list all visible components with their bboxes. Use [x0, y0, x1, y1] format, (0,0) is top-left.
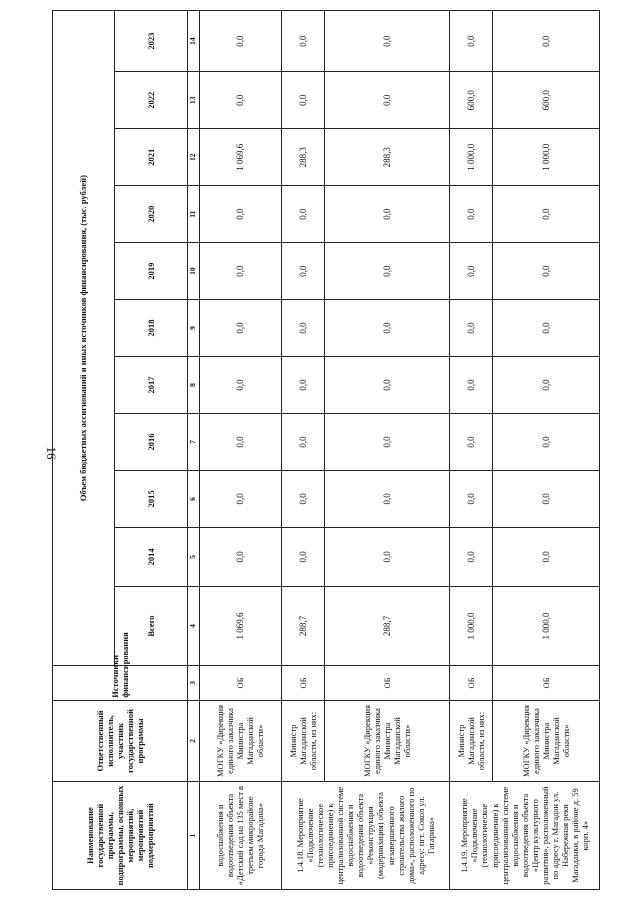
value-cell: 0,0	[199, 527, 281, 586]
index-cell: 1	[188, 782, 199, 890]
header-year: 2016	[114, 413, 188, 470]
funding-source: ОБ	[493, 666, 600, 701]
value-cell: 0,0	[281, 413, 324, 470]
index-cell: 2	[188, 700, 199, 781]
value-cell: 0,0	[493, 357, 600, 414]
executor: Министр Магаданской области, из них:	[281, 700, 324, 781]
index-cell: 13	[188, 72, 199, 129]
header-year: 2014	[114, 527, 188, 586]
funding-source: ОБ	[450, 666, 493, 701]
value-cell: 0,0	[450, 470, 493, 527]
value-cell: 288,3	[281, 129, 324, 186]
value-cell: 0,0	[324, 527, 449, 586]
index-cell: 14	[188, 11, 199, 72]
header-year: 2015	[114, 470, 188, 527]
header-total: Всего	[114, 586, 188, 665]
value-cell: 0,0	[450, 300, 493, 357]
table-row	[199, 11, 281, 890]
value-cell: 0,0	[324, 186, 449, 243]
activity-name: 1.4.18. Мероприятие «Подключение (технологическое присоединение) к централизованной системе водоснабжения и водоотведения объекта «Реконструкция (модернизация) объекта незавершенного строительства жилого дома», расположенного по адресу: пгт. Сокол ул. Гагарина»	[281, 782, 449, 890]
table-row	[493, 11, 600, 890]
value-cell: 0,0	[450, 186, 493, 243]
value-total: 288,7	[281, 586, 324, 665]
header-volume: Объем бюджетных ассигнований и иных источников финансирования, (тыс. рублей)	[53, 11, 115, 666]
index-row	[188, 11, 199, 890]
value-cell: 0,0	[324, 11, 449, 72]
header-year: 2021	[114, 129, 188, 186]
table-row	[450, 11, 493, 890]
executor: МОГКУ «Дирекция единого заказчика Министра Магаданской области»	[199, 700, 281, 781]
value-total: 1 000,0	[450, 586, 493, 665]
value-cell: 0,0	[493, 11, 600, 72]
index-cell: 4	[188, 586, 199, 665]
executor: МОГКУ «Дирекция единого заказчика Министра Магаданской области»	[493, 700, 600, 781]
value-cell: 0,0	[493, 413, 600, 470]
header-year: 2018	[114, 300, 188, 357]
table-row	[324, 11, 449, 890]
index-cell: 10	[188, 243, 199, 300]
value-cell: 0,0	[199, 470, 281, 527]
value-cell: 0,0	[450, 357, 493, 414]
funding-source: ОБ	[324, 666, 449, 701]
value-cell: 0,0	[281, 243, 324, 300]
header-year: 2017	[114, 357, 188, 414]
header-year: 2023	[114, 11, 188, 72]
header-name: Наименование государственной программы, подпрограммы, основных мероприятий, мероприятий подмероприятий	[53, 782, 188, 890]
header-row-1	[53, 11, 115, 890]
value-cell: 600,0	[450, 72, 493, 129]
header-year: 2022	[114, 72, 188, 129]
index-cell: 7	[188, 413, 199, 470]
value-cell: 0,0	[450, 243, 493, 300]
value-cell: 1 069,6	[199, 129, 281, 186]
header-year: 2020	[114, 186, 188, 243]
value-cell: 1 000,0	[450, 129, 493, 186]
page-number: 16	[44, 446, 59, 460]
value-cell: 0,0	[281, 72, 324, 129]
value-cell: 0,0	[493, 470, 600, 527]
table-row	[281, 11, 324, 890]
funding-source: ОБ	[199, 666, 281, 701]
value-cell: 0,0	[281, 470, 324, 527]
index-cell: 11	[188, 186, 199, 243]
value-cell: 0,0	[281, 186, 324, 243]
value-cell: 0,0	[199, 357, 281, 414]
value-total: 288,7	[324, 586, 449, 665]
activity-name: водоснабжения и водоотведения объекта «Детский сад на 135 мест в третьем микрорайоне города Магадана»	[199, 782, 281, 890]
activity-name: 1.4.19. Мероприятие «Подключение (технологическое присоединение) к централизованной системе водоснабжения и водоотведения объекта «Центр культурного развития», расположенный по адресу г. Магадан ул. Набережная реки Магаданки, в районе д. 59 корп. 4»	[450, 782, 600, 890]
index-cell: 9	[188, 300, 199, 357]
value-cell: 1 000,0	[493, 129, 600, 186]
value-cell: 0,0	[324, 413, 449, 470]
value-cell: 0,0	[450, 11, 493, 72]
value-cell: 0,0	[324, 357, 449, 414]
value-cell: 0,0	[199, 243, 281, 300]
value-cell: 0,0	[281, 357, 324, 414]
header-executor: Ответственный исполнитель, участник государственной программы	[53, 700, 188, 781]
executor: Министр Магаданской области, из них:	[450, 700, 493, 781]
value-total: 1 069,6	[199, 586, 281, 665]
value-cell: 0,0	[324, 243, 449, 300]
value-cell: 0,0	[199, 11, 281, 72]
value-cell: 0,0	[281, 11, 324, 72]
value-cell: 600,0	[493, 72, 600, 129]
index-cell: 12	[188, 129, 199, 186]
value-cell: 0,0	[324, 300, 449, 357]
header-year: 2019	[114, 243, 188, 300]
rotated-table-container	[52, 10, 600, 890]
value-cell: 0,0	[199, 413, 281, 470]
value-cell: 0,0	[493, 527, 600, 586]
index-cell: 3	[188, 666, 199, 701]
value-cell: 0,0	[281, 300, 324, 357]
value-total: 1 000,0	[493, 586, 600, 665]
executor: МОГКУ «Дирекция единого заказчика Министра Магаданской области»	[324, 700, 449, 781]
header-source: Источники финансирования	[53, 666, 188, 701]
value-cell: 0,0	[450, 413, 493, 470]
value-cell: 0,0	[199, 300, 281, 357]
index-cell: 5	[188, 527, 199, 586]
value-cell: 0,0	[493, 186, 600, 243]
value-cell: 0,0	[199, 72, 281, 129]
value-cell: 0,0	[324, 72, 449, 129]
financing-table	[52, 10, 600, 890]
index-cell: 8	[188, 357, 199, 414]
value-cell: 0,0	[199, 186, 281, 243]
value-cell: 0,0	[281, 527, 324, 586]
value-cell: 288,3	[324, 129, 449, 186]
value-cell: 0,0	[493, 300, 600, 357]
funding-source: ОБ	[281, 666, 324, 701]
value-cell: 0,0	[450, 527, 493, 586]
value-cell: 0,0	[493, 243, 600, 300]
index-cell: 6	[188, 470, 199, 527]
value-cell: 0,0	[324, 470, 449, 527]
